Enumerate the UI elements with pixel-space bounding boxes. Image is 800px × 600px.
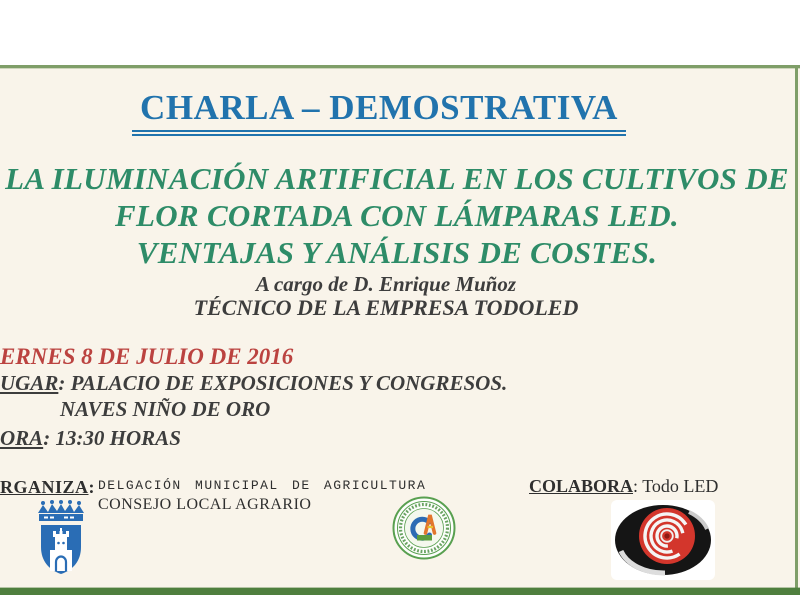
- topic-heading: [0, 160, 800, 271]
- organiza-entity-1: DELGACIÓN MUNICIPAL DE AGRICULTURA: [98, 478, 427, 493]
- place-label: UGAR: [0, 371, 59, 395]
- organiza-entities: [98, 478, 426, 514]
- organiza-label-row: [0, 477, 95, 498]
- flyer-title: [0, 88, 779, 136]
- organiza-entity-2: CONSEJO LOCAL AGRARIO: [98, 496, 312, 513]
- event-details: [0, 345, 760, 450]
- colabora-row: [529, 476, 718, 497]
- colabora-text: : Todo LED: [633, 476, 719, 496]
- event-date: ERNES 8 DE JULIO DE 2016: [0, 344, 294, 369]
- place-text: : PALACIO DE EXPOSICIONES Y CONGRESOS.: [58, 371, 508, 395]
- event-place-line2: NAVES NIÑO DE ORO: [60, 397, 271, 421]
- speaker-name: A cargo de D. Enrique Muñoz: [255, 272, 517, 296]
- speaker-role: TÉCNICO DE LA EMPRESA TODOLED: [193, 295, 579, 320]
- flyer-title-text: CHARLA – DEMOSTRATIVA: [132, 88, 626, 136]
- event-place: [0, 371, 760, 395]
- frame-right-line: [795, 65, 798, 595]
- time-text: : 13:30 HORAS: [43, 426, 181, 450]
- todoled-eye-icon: [613, 503, 713, 577]
- frame-bottom-line: [0, 588, 800, 595]
- topic-line-1: LA ILUMINACIÓN ARTIFICIAL EN LOS CULTIVOS DE: [5, 161, 789, 196]
- consejo-local-agrario-seal-icon: [392, 496, 456, 560]
- time-label: ORA: [0, 426, 44, 450]
- speaker-block: [0, 272, 786, 320]
- organiza-colon: :: [88, 477, 96, 497]
- municipal-coat-of-arms-icon: [36, 499, 86, 577]
- frame-top-line: [0, 65, 800, 68]
- topic-line-2: FLOR CORTADA CON LÁMPARAS LED.: [115, 198, 679, 233]
- colabora-label: COLABORA: [529, 476, 634, 496]
- todoled-logo-backing: [611, 500, 715, 580]
- organiza-label: RGANIZA: [0, 477, 89, 497]
- event-time: [0, 426, 760, 450]
- topic-line-3: VENTAJAS Y ANÁLISIS DE COSTES.: [136, 235, 658, 270]
